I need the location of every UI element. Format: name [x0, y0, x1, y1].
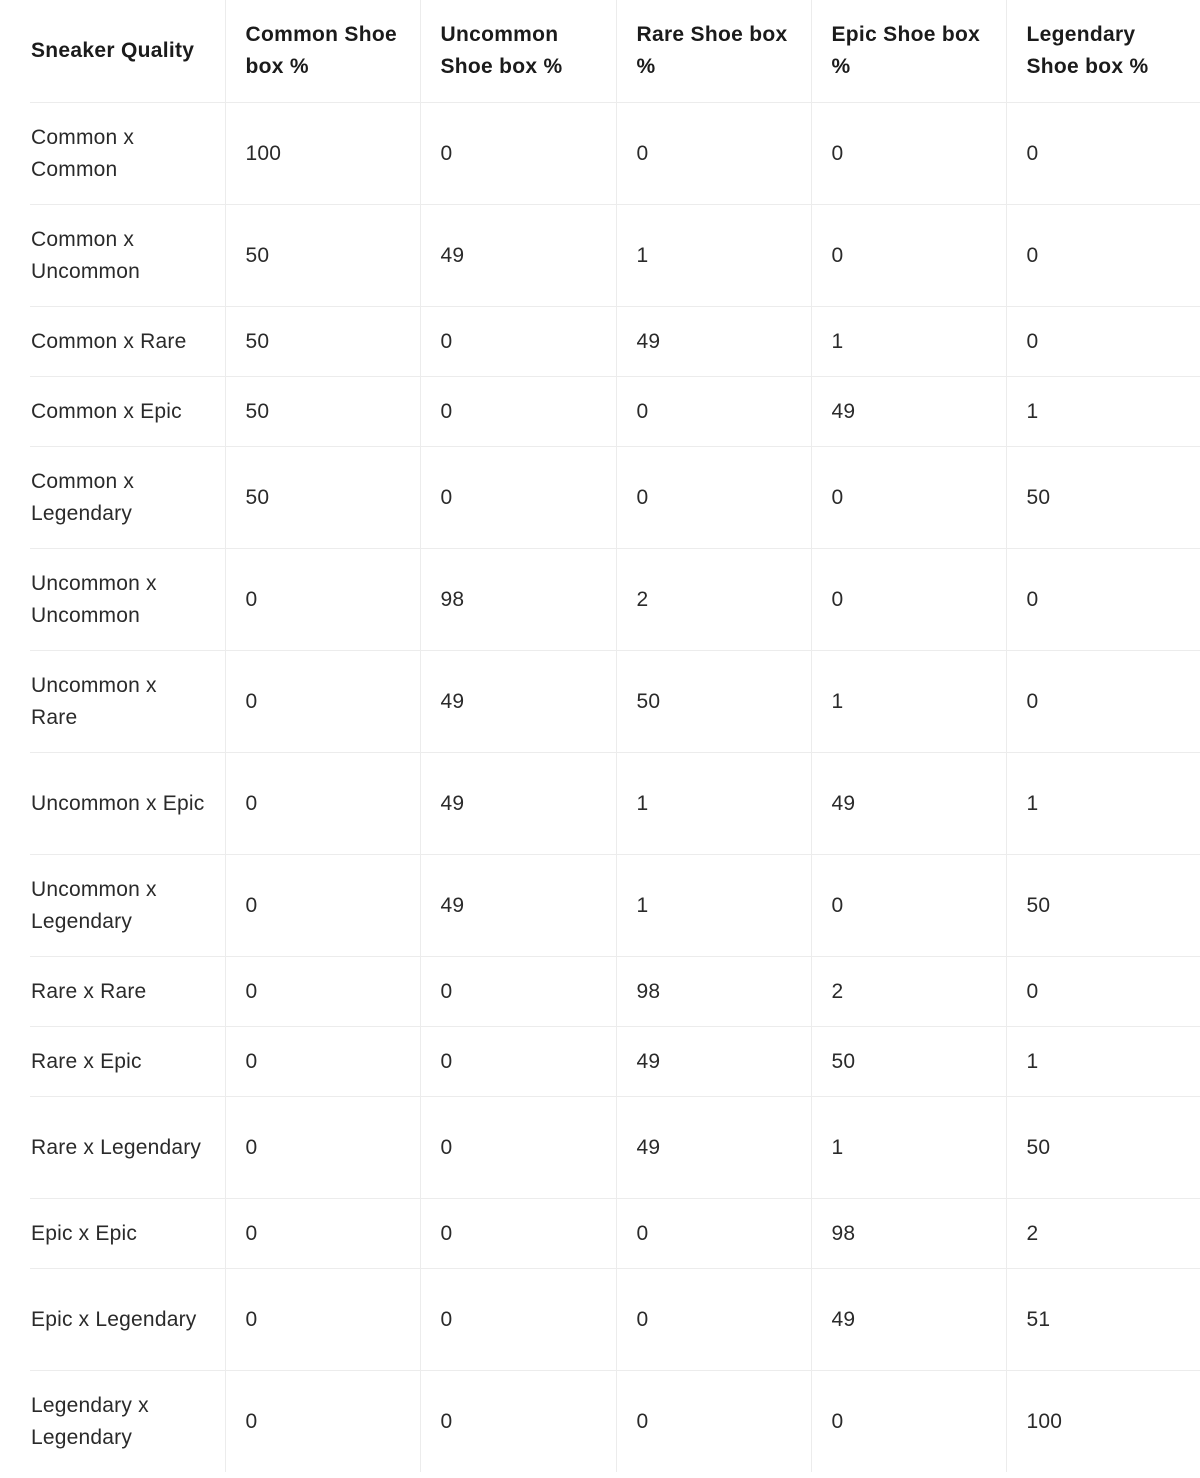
cell-rare: 0	[616, 1199, 811, 1269]
header-legendary-shoe-box: Legendary Shoe box %	[1006, 0, 1200, 103]
cell-quality: Rare x Rare	[30, 957, 225, 1027]
cell-uncommon: 98	[420, 549, 616, 651]
cell-legendary: 50	[1006, 855, 1200, 957]
cell-legendary: 2	[1006, 1199, 1200, 1269]
cell-quality: Uncommon x Uncommon	[30, 549, 225, 651]
cell-uncommon: 0	[420, 1027, 616, 1097]
header-sneaker-quality: Sneaker Quality	[30, 0, 225, 103]
cell-common: 0	[225, 957, 420, 1027]
cell-epic: 0	[811, 855, 1006, 957]
cell-common: 50	[225, 307, 420, 377]
cell-quality: Legendary x Legendary	[31, 1393, 149, 1449]
table-row	[30, 103, 1200, 205]
cell-legendary: 0	[1006, 205, 1200, 307]
cell-uncommon: 0	[420, 1097, 616, 1199]
cell-epic: 0	[811, 549, 1006, 651]
table-row	[30, 1269, 1200, 1371]
cell-quality: Common x Uncommon	[30, 205, 225, 307]
cell-common: 50	[225, 205, 420, 307]
cell-quality: Common x Rare	[30, 307, 225, 377]
cell-rare: 1	[616, 205, 811, 307]
cell-quality: Common x Legendary	[30, 447, 225, 549]
cell-epic: 1	[811, 1097, 1006, 1199]
cell-quality: Uncommon x Epic	[30, 753, 225, 855]
cell-uncommon: 0	[420, 377, 616, 447]
cell-rare: 2	[616, 549, 811, 651]
cell-quality: Uncommon x Rare	[30, 651, 225, 753]
table-header-row	[30, 0, 1200, 103]
cell-epic: 0	[811, 103, 1006, 205]
cell-rare: 0	[616, 1371, 811, 1473]
cell-legendary: 0	[1006, 307, 1200, 377]
header-epic-shoe-box: Epic Shoe box %	[811, 0, 1006, 103]
header-uncommon-shoe-box: Uncommon Shoe box %	[420, 0, 616, 103]
cell-uncommon: 49	[420, 205, 616, 307]
cell-legendary: 0	[1006, 651, 1200, 753]
cell-common: 50	[225, 377, 420, 447]
cell-uncommon: 0	[420, 103, 616, 205]
cell-common: 0	[225, 651, 420, 753]
cell-common: 0	[225, 1027, 420, 1097]
cell-quality: Common x Epic	[30, 377, 225, 447]
cell-quality: Rare x Epic	[30, 1027, 225, 1097]
cell-quality: Rare x Legendary	[30, 1097, 225, 1199]
cell-epic: 0	[811, 447, 1006, 549]
cell-epic: 49	[811, 1269, 1006, 1371]
cell-common: 0	[225, 1371, 420, 1473]
table-row	[30, 1027, 1200, 1097]
cell-rare: 50	[616, 651, 811, 753]
cell-legendary: 0	[1006, 957, 1200, 1027]
cell-legendary: 50	[1006, 447, 1200, 549]
cell-legendary: 0	[1006, 549, 1200, 651]
cell-rare: 1	[616, 753, 811, 855]
cell-common: 0	[225, 549, 420, 651]
table-row	[30, 447, 1200, 549]
cell-rare: 0	[616, 103, 811, 205]
cell-quality: Epic x Legendary	[30, 1269, 225, 1371]
cell-quality: Uncommon x Legendary	[30, 855, 225, 957]
cell-rare: 49	[616, 1097, 811, 1199]
cell-common: 0	[225, 855, 420, 957]
table-row	[30, 651, 1200, 753]
cell-legendary: 1	[1006, 377, 1200, 447]
cell-epic: 1	[811, 307, 1006, 377]
cell-legendary: 1	[1006, 753, 1200, 855]
cell-uncommon: 49	[420, 753, 616, 855]
table-row	[30, 1097, 1200, 1199]
cell-common: 0	[225, 753, 420, 855]
cell-quality: Common x Common	[30, 103, 225, 205]
cell-rare: 0	[616, 377, 811, 447]
cell-uncommon: 0	[420, 307, 616, 377]
header-common-shoe-box: Common Shoe box %	[225, 0, 420, 103]
table-row	[30, 753, 1200, 855]
cell-rare: 1	[616, 855, 811, 957]
cell-uncommon: 0	[420, 447, 616, 549]
cell-rare: 49	[616, 1027, 811, 1097]
cell-rare: 0	[616, 1269, 811, 1371]
cell-rare: 0	[616, 447, 811, 549]
cell-epic: 1	[811, 651, 1006, 753]
cell-common: 0	[225, 1199, 420, 1269]
sneaker-mint-probability-table-container	[30, 0, 1200, 1472]
table-row	[30, 307, 1200, 377]
cell-legendary: 50	[1006, 1097, 1200, 1199]
cell-uncommon: 49	[420, 855, 616, 957]
cell-common: 0	[225, 1097, 420, 1199]
cell-epic: 0	[811, 1371, 1006, 1473]
table-row	[30, 377, 1200, 447]
cell-uncommon: 0	[420, 957, 616, 1027]
cell-uncommon: 0	[420, 1269, 616, 1371]
cell-epic: 2	[811, 957, 1006, 1027]
table-row	[30, 549, 1200, 651]
cell-common: 0	[225, 1269, 420, 1371]
cell-legendary: 51	[1006, 1269, 1200, 1371]
sneaker-mint-probability-table	[30, 0, 1200, 1472]
cell-epic: 0	[811, 205, 1006, 307]
table-row	[30, 1199, 1200, 1269]
table-row	[30, 855, 1200, 957]
cell-common: 100	[225, 103, 420, 205]
cell-epic: 49	[811, 377, 1006, 447]
cell-common: 50	[225, 447, 420, 549]
header-rare-shoe-box: Rare Shoe box %	[616, 0, 811, 103]
cell-rare: 98	[616, 957, 811, 1027]
cell-epic: 50	[811, 1027, 1006, 1097]
cell-rare: 49	[616, 307, 811, 377]
cell-uncommon: 0	[420, 1199, 616, 1269]
cell-legendary: 0	[1006, 103, 1200, 205]
table-row	[30, 1371, 1200, 1473]
cell-legendary: 100	[1006, 1371, 1200, 1473]
table-row	[30, 957, 1200, 1027]
cell-quality: Epic x Epic	[30, 1199, 225, 1269]
cell-legendary: 1	[1006, 1027, 1200, 1097]
cell-uncommon: 0	[420, 1371, 616, 1473]
cell-uncommon: 49	[420, 651, 616, 753]
cell-epic: 98	[811, 1199, 1006, 1269]
cell-epic: 49	[811, 753, 1006, 855]
table-row	[30, 205, 1200, 307]
